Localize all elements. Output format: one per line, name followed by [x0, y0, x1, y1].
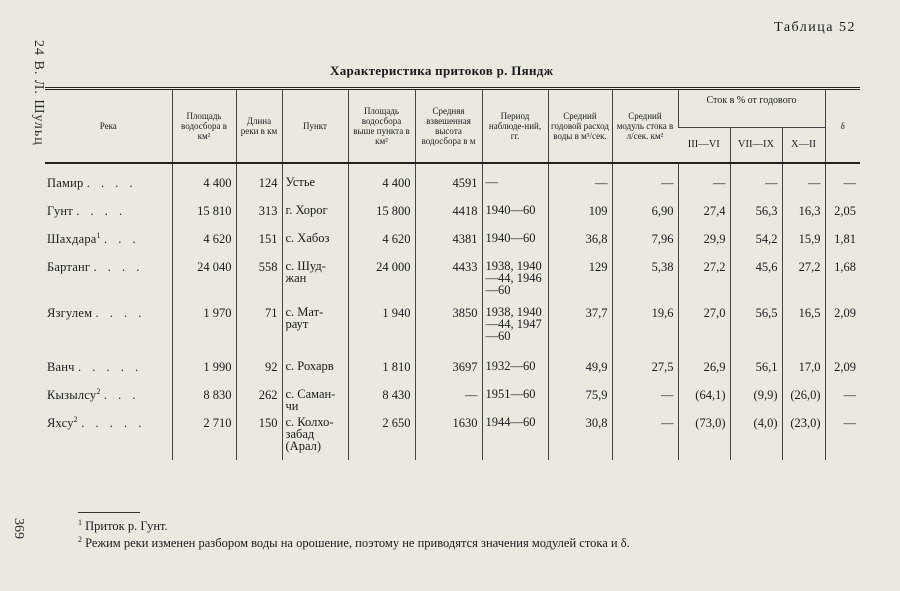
cell-length: 558 [236, 258, 282, 304]
leader-dots: . . . [104, 232, 140, 246]
footnotes [78, 518, 630, 552]
cell-mean-height: 4381 [415, 230, 482, 258]
river-name: Памир [47, 176, 84, 190]
cell-modulus: — [612, 386, 678, 414]
header-season-2: VII—IX [730, 128, 782, 164]
cell-area-above: 1 810 [348, 358, 415, 386]
cell-river [45, 386, 172, 414]
header-delta: δ [825, 89, 860, 164]
cell-discharge: 49,9 [548, 358, 612, 386]
cell-discharge: 109 [548, 202, 612, 230]
cell-delta: — [825, 414, 860, 460]
cell-season-3: 27,2 [782, 258, 825, 304]
cell-mean-height: 4591 [415, 174, 482, 202]
cell-period: 1944—60 [482, 414, 548, 460]
river-name: Язгулем [47, 306, 93, 320]
cell-area-above: 4 620 [348, 230, 415, 258]
cell-point: с. Мат-раут [282, 304, 348, 358]
cell-season-1: (64,1) [678, 386, 730, 414]
cell-area: 15 810 [172, 202, 236, 230]
leader-dots: . . . . [95, 306, 146, 320]
cell-modulus: 5,38 [612, 258, 678, 304]
cell-modulus: 19,6 [612, 304, 678, 358]
cell-mean-height: 4418 [415, 202, 482, 230]
cell-season-3: (23,0) [782, 414, 825, 460]
cell-river [45, 258, 172, 304]
footnote-1: $^1$ Приток р. Гунт. [78, 517, 168, 533]
cell-delta: 1,81 [825, 230, 860, 258]
cell-discharge: 37,7 [548, 304, 612, 358]
cell-season-3: 17,0 [782, 358, 825, 386]
cell-delta: 2,09 [825, 304, 860, 358]
cell-season-2: 56,1 [730, 358, 782, 386]
river-name: Гунт [47, 204, 73, 218]
cell-river [45, 202, 172, 230]
cell-period: 1932—60 [482, 358, 548, 386]
leader-dots: . . . . [86, 176, 137, 190]
table-row [45, 358, 860, 386]
table-row [45, 304, 860, 358]
page-number: 369 [11, 518, 26, 539]
cell-season-3: (26,0) [782, 386, 825, 414]
cell-modulus: — [612, 414, 678, 460]
footnote-mark: 1 [96, 230, 101, 240]
cell-length: 150 [236, 414, 282, 460]
cell-delta: 1,68 [825, 258, 860, 304]
cell-length: 71 [236, 304, 282, 358]
header-season-3: X—II [782, 128, 825, 164]
cell-season-3: 16,3 [782, 202, 825, 230]
header-period: Период наблюде-ний, гг. [482, 89, 548, 164]
cell-point: Устье [282, 174, 348, 202]
river-name: Бартанг [47, 260, 91, 274]
leader-dots: . . . . [93, 260, 144, 274]
cell-period: 1951—60 [482, 386, 548, 414]
table-row [45, 258, 860, 304]
cell-discharge: 36,8 [548, 230, 612, 258]
header-mean-height: Средняя взвешенная высота водосбора в м [415, 89, 482, 164]
cell-length: 92 [236, 358, 282, 386]
river-name: Яхсу [47, 416, 74, 430]
cell-period: 1940—60 [482, 230, 548, 258]
table-title: Характеристика притоков р. Пяндж [330, 63, 554, 78]
cell-length: 262 [236, 386, 282, 414]
cell-area-above: 15 800 [348, 202, 415, 230]
river-name: Ванч [47, 360, 75, 374]
cell-season-3: — [782, 174, 825, 202]
table-body [45, 163, 860, 460]
header-point: Пункт [282, 89, 348, 164]
cell-mean-height: 4433 [415, 258, 482, 304]
cell-area: 2 710 [172, 414, 236, 460]
cell-season-2: — [730, 174, 782, 202]
cell-period: — [482, 174, 548, 202]
cell-area: 1 970 [172, 304, 236, 358]
cell-season-3: 16,5 [782, 304, 825, 358]
header-river: Река [99, 121, 117, 131]
cell-length: 313 [236, 202, 282, 230]
header-season-1: III—VI [678, 128, 730, 164]
header-area: Площадь водосбора в км² [172, 89, 236, 164]
river-name: Кызылсу [47, 388, 97, 402]
cell-point: г. Хорог [282, 202, 348, 230]
footnote-mark: 2 [73, 414, 78, 424]
cell-season-1: 29,9 [678, 230, 730, 258]
cell-delta: 2,09 [825, 358, 860, 386]
cell-area: 4 620 [172, 230, 236, 258]
cell-area: 24 040 [172, 258, 236, 304]
cell-season-2: 56,5 [730, 304, 782, 358]
tributaries-table [45, 87, 860, 460]
footnote-divider [78, 512, 140, 513]
cell-discharge: 129 [548, 258, 612, 304]
cell-area: 8 830 [172, 386, 236, 414]
header-area-above: Площадь водосбора выше пункта в км² [348, 89, 415, 164]
cell-season-2: 45,6 [730, 258, 782, 304]
cell-area: 4 400 [172, 174, 236, 202]
cell-season-1: 26,9 [678, 358, 730, 386]
cell-season-1: — [678, 174, 730, 202]
cell-mean-height: — [415, 386, 482, 414]
header-length: Длина реки в км [236, 89, 282, 164]
cell-point: с. Шуд-жан [282, 258, 348, 304]
cell-season-2: (4,0) [730, 414, 782, 460]
cell-area-above: 4 400 [348, 174, 415, 202]
header-modulus: Средний модуль стока в л/сек. км² [612, 89, 678, 164]
cell-point: с. Хабоз [282, 230, 348, 258]
table-number: Таблица 52 [774, 20, 856, 35]
cell-modulus: 6,90 [612, 202, 678, 230]
cell-delta: — [825, 174, 860, 202]
table-row [45, 230, 860, 258]
cell-area-above: 1 940 [348, 304, 415, 358]
cell-river [45, 414, 172, 460]
cell-point: с. Саман-чи [282, 386, 348, 414]
cell-point: с. Рохарв [282, 358, 348, 386]
river-name: Шахдара [47, 232, 97, 246]
cell-delta: 2,05 [825, 202, 860, 230]
cell-season-1: (73,0) [678, 414, 730, 460]
cell-point: с. Колхо-забад (Арал) [282, 414, 348, 460]
cell-discharge: 75,9 [548, 386, 612, 414]
cell-period: 1938, 1940—44, 1947—60 [482, 304, 548, 358]
cell-season-2: 54,2 [730, 230, 782, 258]
cell-river [45, 230, 172, 258]
cell-mean-height: 1630 [415, 414, 482, 460]
cell-period: 1940—60 [482, 202, 548, 230]
cell-discharge: 30,8 [548, 414, 612, 460]
cell-length: 124 [236, 174, 282, 202]
cell-season-3: 15,9 [782, 230, 825, 258]
cell-delta: — [825, 386, 860, 414]
cell-length: 151 [236, 230, 282, 258]
cell-season-1: 27,4 [678, 202, 730, 230]
cell-season-1: 27,2 [678, 258, 730, 304]
cell-area-above: 24 000 [348, 258, 415, 304]
cell-river [45, 358, 172, 386]
footnote-2: $^2$ Режим реки изменен разбором воды на орошение, поэтому не приводятся значения модулей стока и δ. [78, 534, 630, 550]
cell-modulus: 7,96 [612, 230, 678, 258]
footnote-mark: 2 [96, 386, 101, 396]
table-row [45, 202, 860, 230]
cell-area-above: 8 430 [348, 386, 415, 414]
leader-dots: . . . . [76, 204, 127, 218]
cell-season-1: 27,0 [678, 304, 730, 358]
header-discharge: Средний годовой расход воды в м³/сек. [548, 89, 612, 164]
cell-modulus: 27,5 [612, 358, 678, 386]
cell-modulus: — [612, 174, 678, 202]
cell-area: 1 990 [172, 358, 236, 386]
cell-mean-height: 3697 [415, 358, 482, 386]
table-row [45, 386, 860, 414]
leader-dots: . . . [103, 388, 140, 402]
table-row [45, 414, 860, 460]
cell-mean-height: 3850 [415, 304, 482, 358]
cell-discharge: — [548, 174, 612, 202]
table-row [45, 174, 860, 202]
cell-season-2: (9,9) [730, 386, 782, 414]
header-runoff-group: Сток в % от годового [678, 89, 825, 128]
cell-season-2: 56,3 [730, 202, 782, 230]
cell-river [45, 174, 172, 202]
cell-river [45, 304, 172, 358]
cell-area-above: 2 650 [348, 414, 415, 460]
cell-period: 1938, 1940—44, 1946—60 [482, 258, 548, 304]
leader-dots: . . . . . [81, 416, 146, 430]
leader-dots: . . . . . [78, 360, 143, 374]
running-head: 24 В. Л. Шульц [31, 40, 46, 146]
